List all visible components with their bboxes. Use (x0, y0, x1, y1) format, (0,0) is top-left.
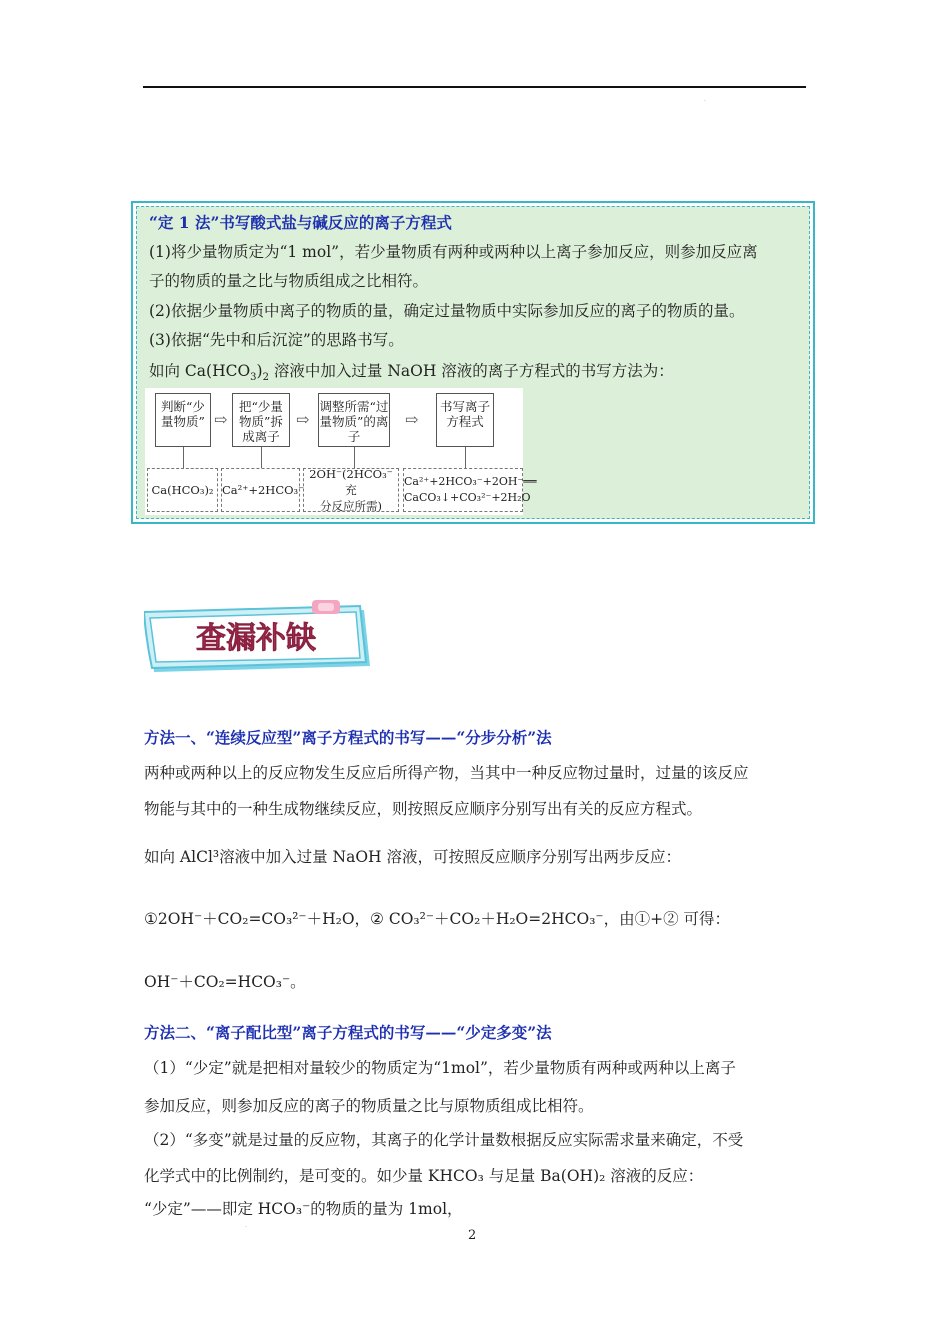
flow-diagram (145, 388, 537, 515)
flow-detail-3 (303, 468, 399, 512)
flow-step-3: 调整所需“过量物质”的离子 (318, 393, 390, 447)
method2-heading: 方法二、“离子配比型”离子方程式的书写——“少定多变”法 (144, 1023, 552, 1042)
tip-box-inner (136, 206, 810, 519)
flow-step-1: 判断“少量物质” (155, 393, 211, 447)
detail-text: Ca²⁺+2HCO₃⁻ (222, 483, 305, 497)
arrow-icon: ⇨ (214, 410, 228, 429)
connector (261, 447, 262, 468)
tip-line-4: (3)依据“先中和后沉淀”的思路书写。 (149, 331, 404, 349)
banner-title: 查漏补缺 (196, 621, 316, 656)
method1-heading: 方法一、“连续反应型”离子方程式的书写——“分步分析”法 (144, 728, 552, 747)
arrow-icon: ⇨ (296, 410, 310, 429)
flow-detail-4 (403, 468, 537, 512)
detail-text: CaCO₃↓+CO₃²⁻+2H₂O (404, 491, 531, 504)
detail-text: Ca²⁺+2HCO₃⁻+2OH⁻══ (404, 475, 537, 488)
tip-line-3: (2)依据少量物质中离子的物质的量，确定过量物质中实际参加反应的离子的物质的量。 (149, 302, 745, 320)
tip-box (131, 201, 815, 524)
connector (465, 447, 466, 468)
method2-paragraph-5: “少定”——即定 HCO₃⁻的物质的量为 1mol， (144, 1200, 463, 1218)
method1-paragraph-3: 如向 AlCl³溶液中加入过量 NaOH 溶液，可按照反应顺序分别写出两步反应： (144, 848, 681, 866)
method2-paragraph-3: （2）“多变”就是过量的反应物，其离子的化学计量数根据反应实际需求量来确定，不受 (144, 1131, 744, 1149)
page-number: 2 (468, 1228, 477, 1243)
tip-line-1: (1)将少量物质定为“1 mol”，若少量物质有两种或两种以上离子参加反应，则参加反应离 (149, 243, 758, 261)
section-banner (144, 600, 376, 680)
header-dot: . (704, 96, 706, 103)
method2-paragraph-1: （1）“少定”就是把相对量较少的物质定为“1mol”，若少量物质有两种或两种以上离子 (144, 1059, 736, 1077)
method1-paragraph-1: 两种或两种以上的反应物发生反应后所得产物，当其中一种反应物过量时，过量的该反应 (144, 764, 749, 782)
method1-paragraph-2: 物能与其中的一种生成物继续反应，则按照反应顺序分别写出有关的反应方程式。 (144, 800, 703, 818)
detail-text: 分反应所需) (320, 499, 382, 513)
connector (354, 447, 355, 468)
header-rule (143, 86, 806, 88)
arrow-icon: ⇨ (405, 410, 419, 429)
tip-title: “定 1 法”书写酸式盐与碱反应的离子方程式 (149, 213, 452, 232)
method2-paragraph-4: 化学式中的比例制约，是可变的。如少量 KHCO₃ 与足量 Ba(OH)₂ 溶液的反应： (144, 1167, 704, 1185)
method2-paragraph-2: 参加反应，则参加反应的离子的物质量之比与原物质组成比相符。 (144, 1097, 594, 1115)
tip-line-5: 如向 $Ca(HCO_3)_2$ 溶液中加入过量 NaOH 溶液的离子方程式的书写方法为： (149, 362, 674, 384)
footer-dot: . (245, 1222, 247, 1229)
flow-detail-2 (221, 468, 305, 512)
method1-equation-1: ①2OH⁻＋CO₂=CO₃²⁻＋H₂O，② CO₃²⁻＋CO₂＋H₂O=2HCO₃⁻，由①+② 可得： (144, 910, 731, 928)
banner-clip-inner (318, 603, 334, 611)
method1-equation-2: OH⁻＋CO₂=HCO₃⁻。 (144, 973, 306, 991)
tip-line-2: 子的物质的量之比与物质组成之比相符。 (149, 272, 429, 290)
connector (183, 447, 184, 468)
detail-text: 2OH⁻(2HCO₃⁻充 (309, 467, 393, 497)
flow-step-2: 把“少量物质”拆成离子 (232, 393, 290, 447)
detail-text: Ca(HCO₃)₂ (151, 483, 214, 497)
flow-step-4: 书写离子方程式 (436, 393, 494, 447)
flow-detail-1 (147, 468, 218, 512)
